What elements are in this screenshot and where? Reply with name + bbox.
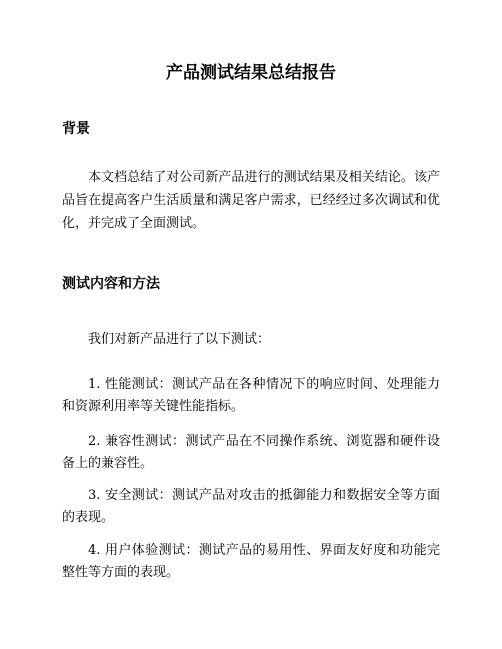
background-paragraph: 本文档总结了对公司新产品进行的测试结果及相关结论。该产品旨在提高客户生活质量和满足客户需求，已经经过多次调试和优化，并完成了全面测试。: [62, 170, 440, 231]
section-heading-background: 背景: [62, 121, 90, 137]
page-title: 产品测试结果总结报告: [166, 63, 336, 83]
list-item: 4. 用户体验测试：测试产品的易用性、界面友好度和功能完整性等方面的表现。: [62, 543, 440, 580]
section-heading-test-content: 测试内容和方法: [62, 276, 160, 292]
list-item: 1. 性能测试：测试产品在各种情况下的响应时间、处理能力和资源利用率等关键性能指标。: [62, 377, 440, 414]
test-intro-paragraph: 我们对新产品进行了以下测试：: [88, 332, 271, 347]
list-item: 3. 安全测试：测试产品对攻击的抵御能力和数据安全等方面的表现。: [62, 488, 440, 525]
list-item: 2. 兼容性测试：测试产品在不同操作系统、浏览器和硬件设备上的兼容性。: [62, 434, 440, 471]
